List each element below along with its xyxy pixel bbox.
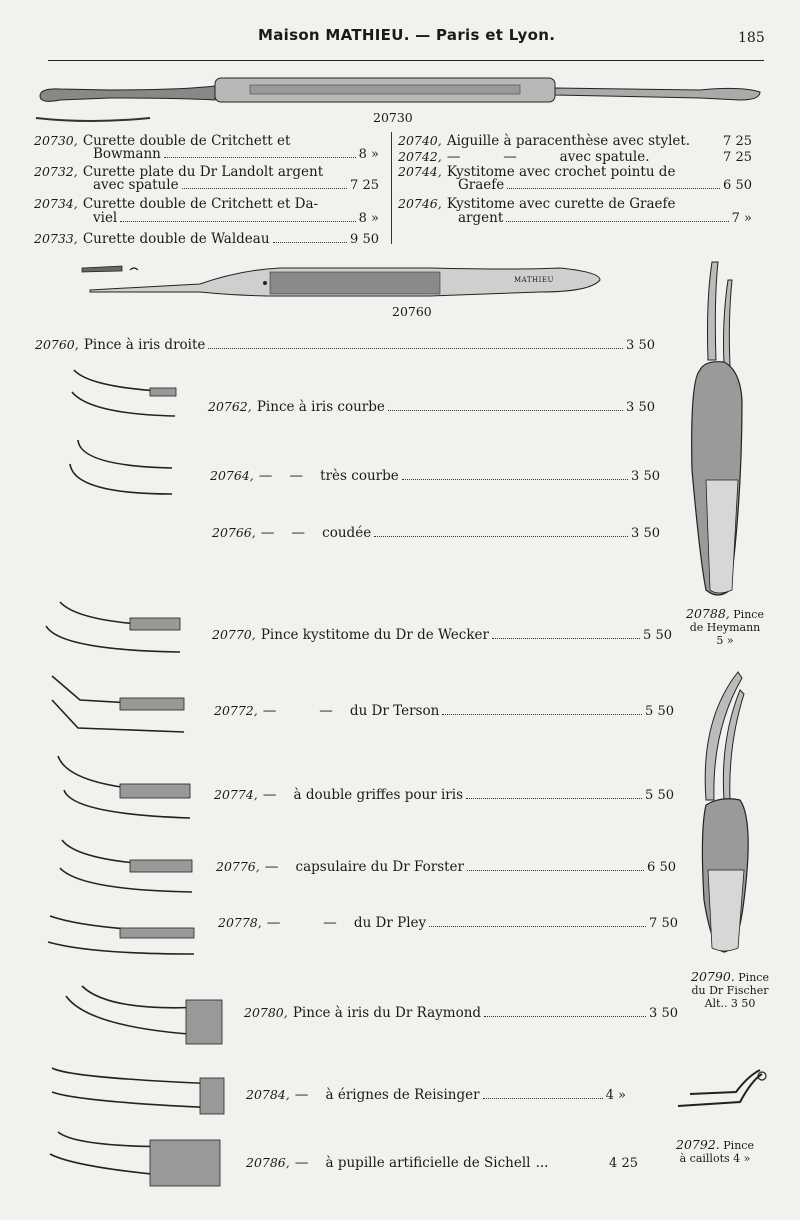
- item-price: 9 50: [350, 232, 379, 247]
- list-item: [208, 396, 655, 415]
- item-number: 20786,: [246, 1155, 290, 1170]
- caption-20792: 20792. Pince à caillots 4 »: [676, 1137, 754, 1165]
- item-label: Bowmann: [93, 146, 161, 162]
- item-price: 8 »: [358, 147, 379, 162]
- item-price: 5 50: [645, 704, 674, 719]
- item-number: 20742,: [398, 149, 442, 164]
- item-price: 3 50: [626, 400, 655, 415]
- item-label: Curette double de Waldeau: [82, 231, 270, 247]
- item-number: 20766,: [212, 525, 256, 540]
- item-label: — — du Dr Pley: [266, 915, 427, 931]
- list-item: [210, 465, 660, 484]
- item-number: 20740,: [398, 133, 442, 148]
- list-item: 20786, — à pupille artificielle de Sichell ... 4 25: [246, 1155, 638, 1171]
- item-number: 20730,: [34, 133, 78, 148]
- item-label: Curette plate du Dr Landolt argent: [82, 164, 324, 180]
- list-item: [246, 1084, 626, 1103]
- item-label: viel: [93, 210, 118, 226]
- item-number: 20733,: [34, 231, 78, 246]
- item-price: 6 50: [723, 178, 752, 193]
- item-label: Aiguille à paracenthèse avec stylet.: [446, 133, 691, 149]
- page-header: Maison MATHIEU. — Paris et Lyon.: [258, 26, 556, 44]
- caption-20788: 20788, Pince de Heymann 5 »: [686, 606, 764, 647]
- item-price: 5 50: [645, 788, 674, 803]
- item-label: Kystitome avec crochet pointu de: [446, 164, 676, 180]
- item-price: 3 50: [631, 469, 660, 484]
- item-label: Pince à iris droite: [83, 337, 206, 353]
- item-price: 3 50: [631, 526, 660, 541]
- item-label: argent: [458, 210, 504, 226]
- item-label: Pince kystitome du Dr de Wecker: [260, 627, 489, 643]
- item-price: 6 50: [647, 860, 676, 875]
- figure-label-20760: 20760: [392, 304, 432, 319]
- list-item: [216, 856, 676, 875]
- item-label: — — coudée: [260, 525, 372, 541]
- figure-label-20730: 20730: [373, 110, 413, 125]
- item-price: 3 50: [626, 338, 655, 353]
- item-number: 20746,: [398, 196, 442, 211]
- list-item: [35, 334, 655, 353]
- item-price: 3 50: [649, 1006, 678, 1021]
- list-item: [244, 1002, 678, 1021]
- item-price: 4 25: [609, 1156, 638, 1171]
- item-label: Graefe: [458, 177, 505, 193]
- list-item: [218, 912, 678, 931]
- item-label: Pince à iris courbe: [256, 399, 385, 415]
- item-number: 20776,: [216, 859, 260, 874]
- item-number: 20774,: [214, 787, 258, 802]
- item-price: 8 »: [358, 211, 379, 226]
- item-label: Curette double de Critchett et: [82, 133, 291, 149]
- item-price: 7 50: [649, 916, 678, 931]
- list-item: [212, 624, 672, 643]
- item-label: avec spatule: [93, 177, 179, 193]
- item-label: — à érignes de Reisinger: [294, 1087, 480, 1103]
- item-number: 20734,: [34, 196, 78, 211]
- item-number: 20778,: [218, 915, 262, 930]
- item-label: — — très courbe: [258, 468, 399, 484]
- list-item: [214, 700, 674, 719]
- item-label: Kystitome avec curette de Graefe: [446, 196, 676, 212]
- item-number: 20762,: [208, 399, 252, 414]
- list-item: [214, 784, 674, 803]
- item-number: 20784,: [246, 1087, 290, 1102]
- item-price: 7 25: [350, 178, 379, 193]
- item-number: 20760,: [35, 337, 79, 352]
- item-price: 5 50: [643, 628, 672, 643]
- item-label: — — avec spatule.: [446, 149, 650, 165]
- item-label: — capsulaire du Dr Forster: [264, 859, 465, 875]
- caption-20790: 20790. Pince du Dr Fischer Alt.. 3 50: [691, 969, 769, 1010]
- item-price: 4 »: [605, 1088, 626, 1103]
- item-label: — à pupille artificielle de Sichell: [294, 1155, 531, 1171]
- item-price: 7 »: [731, 211, 752, 226]
- item-label: Pince à iris du Dr Raymond: [292, 1005, 482, 1021]
- item-number: 20772,: [214, 703, 258, 718]
- engraved-mark: MATHIEU: [514, 276, 554, 284]
- item-label: — à double griffes pour iris: [262, 787, 463, 803]
- item-price: 7 25: [723, 134, 752, 149]
- item-label: — — du Dr Terson: [262, 703, 440, 719]
- list-item: [212, 522, 660, 541]
- item-price: 7 25: [723, 150, 752, 165]
- item-number: 20780,: [244, 1005, 288, 1020]
- item-number: 20764,: [210, 468, 254, 483]
- item-number: 20732,: [34, 164, 78, 179]
- item-number: 20770,: [212, 627, 256, 642]
- item-label: Curette double de Critchett et Da-: [82, 196, 319, 212]
- item-number: 20744,: [398, 164, 442, 179]
- page-number: 185: [738, 30, 765, 46]
